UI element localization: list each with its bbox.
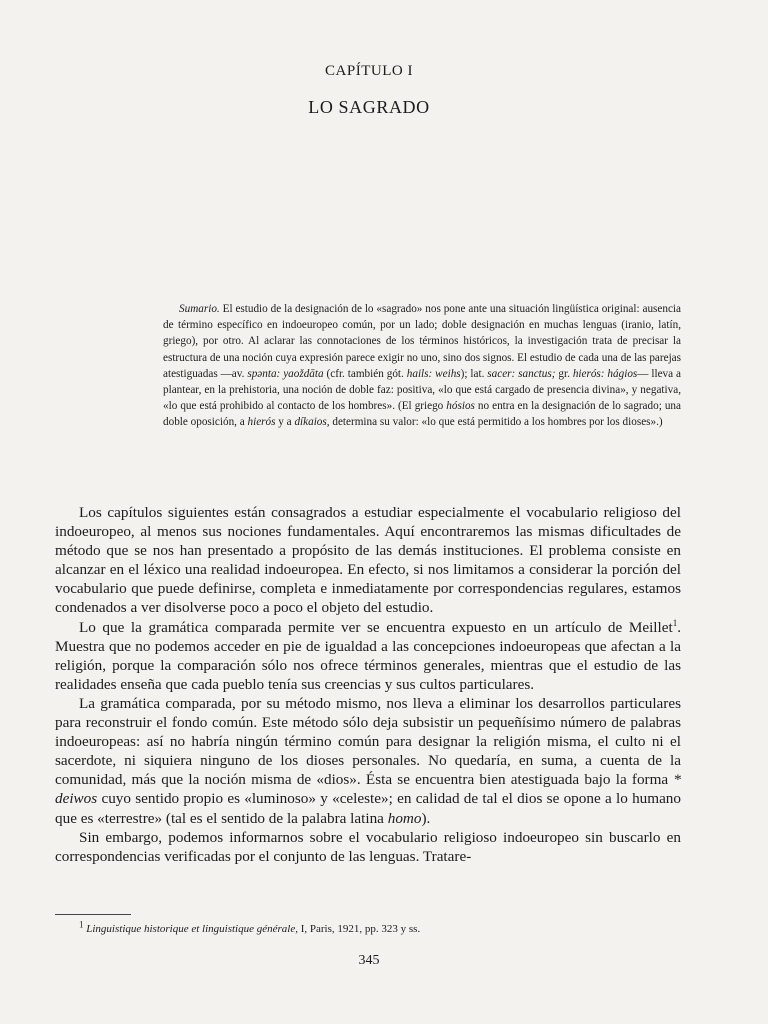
summary-term: hierós: hágios [572,367,638,380]
footnote-details: I, Paris, 1921, pp. 323 y ss. [297,923,421,935]
summary-term: spənta: yaoždāta [247,367,324,380]
paragraph-4: Sin embargo, podemos informarnos sobre el vocabulario religioso indoeuropeo sin buscarlo en correspondencias verificadas por el conjunto de las lenguas. Tratare- [55,828,681,865]
summary-text-segment: ); lat. [460,367,488,380]
footnote-number: 1 [79,919,84,930]
footnote-title: Linguistique historique et linguistique générale, [86,923,298,935]
paragraph-3-middle: cuyo sentido propio es «luminoso» y «celeste»; en calidad de tal el dios se opone a lo humano que es «terrestre» (tal es el sentido de la palabra latina [55,790,681,827]
summary-text-segment: y a [275,416,295,429]
paragraph-3-end: ). [421,809,431,827]
summary-text-segment: — lleva a plantear, en la prehistoria, una noción de doble faz: positiva, «lo que está cargado de presencia divina», y negativa, «lo que está prohibido al contacto de los hombres». (El griego [163,367,681,413]
paragraph-3 [55,694,681,828]
chapter-title: LO SAGRADO [308,97,430,117]
summary-term: hierós [247,416,276,429]
summary-text-segment: determina su valor: «lo que está permitido a los hombres por los dioses».) [329,416,663,429]
summary-text-segment: no entra en la designación de lo sagrado; una doble oposición, a [163,400,681,429]
summary-term: sacer: sanctus; [487,367,556,380]
summary-text-segment: (cfr. también gót. [323,367,407,380]
footnote [79,919,679,936]
summary-term: díkaios, [294,416,330,429]
summary-text [163,303,681,428]
chapter-summary [163,301,681,431]
summary-label: Sumario. [179,303,220,315]
footnote-divider [55,914,131,915]
term-homo: homo [387,809,422,827]
paragraph-1: Los capítulos siguientes están consagrados a estudiar especialmente el vocabulario religioso del indoeuropeo, al menos sus nociones fundamentales. Aquí encontraremos las mismas dificultades de método que se nos han presentado a propósito de las demás instituciones. El problema consiste en alcanzar en el léxico una realidad indoeuropea. En efecto, si nos limitamos a considerar la porción del vocabulario que puede definirse, completa e inmediatamente por correspondencias regulares, estamos condenados a ver disolverse poco a poco el objeto del estudio. [55,504,681,617]
summary-term: hails: weihs [406,367,461,380]
footnote-reference: 1 [672,617,678,628]
paragraph-2 [55,618,681,694]
chapter-label: CAPÍTULO I [325,63,413,79]
paragraph-2-start: Lo que la gramática comparada permite ver se encuentra expuesto en un artículo de Meillet [79,618,673,636]
paragraph-2-end: . Muestra que no podemos acceder en pie de igualdad a las concepciones indoeuropeas que afectan a la religión, porque la comparación sólo nos ofrece términos generales, mientras que el estudio de las realidades enseña que cada pueblo tenía sus creencias y sus cultos particulares. [55,618,681,693]
paragraph-3-start: La gramática comparada, por su método mismo, nos lleva a eliminar los desarrollos particulares para reconstruir el fondo común. Este método sólo deja subsistir un pequeñísimo número de palabras indoeuropeas: así no habría ningún término común para designar la religión misma, el culto ni el sacerdote, ni siquiera ninguno de los dioses personales. No quedaría, en suma, a cuenta de la comunidad, más que la noción misma de «dios». Ésta se encuentra bien atestiguada bajo la forma [55,694,681,789]
term-deiwos: * deiwos [55,771,681,808]
body-text [55,503,681,866]
summary-term: hósios [446,400,475,413]
summary-text-segment: gr. [555,367,573,380]
summary-paragraph [163,301,681,431]
summary-text-segment: El estudio de la designación de lo «sagrado» nos pone ante una situación lingüística original: ausencia de término específico en indoeuropeo común, por un lado; doble designación en muchas lenguas (iranio, latín, griego), por otro. Al aclarar las connotaciones de los términos históricos, la investigación trata de precisar la estructura de una noción cuya expresión parece exigir no uno, sino dos signos. El estudio de cada una de las parejas atestiguadas —av. [163,303,681,380]
page-number: 345 [358,953,380,968]
